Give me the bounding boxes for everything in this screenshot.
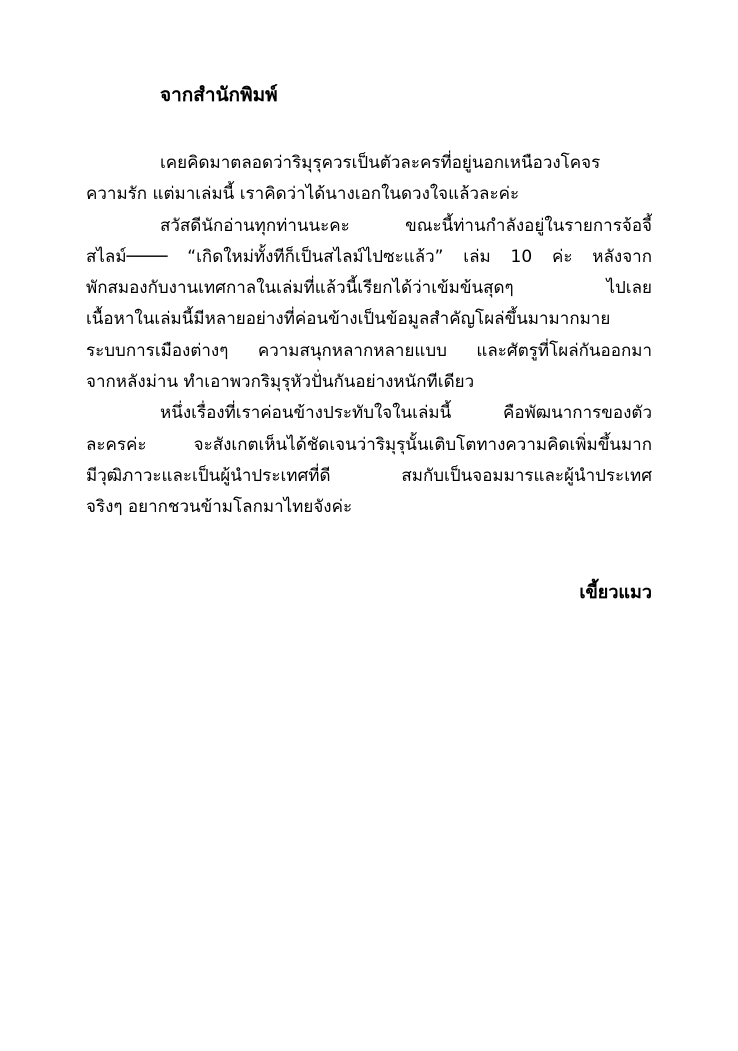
- page-title: จากสำนักพิมพ์: [160, 84, 278, 106]
- paragraph-line: เคยคิดมาตลอดว่าริมุรุควรเป็นตัวละครที่อยู่นอกเหนือวงโคจร: [160, 153, 601, 173]
- paragraph-line: เนื้อหาในเล่มนี้มีหลายอย่างที่ค่อนข้างเป็นข้อมูลสำคัญโผล่ขึ้นมามากมาย: [86, 309, 611, 330]
- paragraph-line: ความรัก แต่มาเล่มนี้ เราคิดว่าได้นางเอกในดวงใจแล้วละค่ะ: [86, 184, 520, 205]
- paragraph-line: พักสมองกับงานเทศกาลในเล่มที่แล้วนี้เรียกได้ว่าเข้มข้นสุดๆ ไปเลย: [86, 278, 652, 299]
- author-signature: เขี้ยวแมว: [579, 582, 652, 603]
- paragraph-line: มีวุฒิภาวะและเป็นผู้นำประเทศที่ดี สมกับเป็นจอมมารและผู้นำประเทศ: [86, 465, 652, 486]
- paragraph-line: ละครค่ะ จะสังเกตเห็นได้ชัดเจนว่าริมุรุนั้นเติบโตทางความคิดเพิ่มขึ้นมาก: [86, 434, 652, 455]
- paragraph-line: จริงๆ อยากชวนข้ามโลกมาไทยจังค่ะ: [86, 497, 353, 518]
- body-text: [86, 148, 652, 524]
- paragraph-line: จากหลังม่าน ทำเอาพวกริมุรุหัวปั่นกันอย่างหนักทีเดียว: [86, 372, 475, 393]
- paragraph-line: ระบบการเมืองต่างๆ ความสนุกหลากหลายแบบ และศัตรูที่โผล่กันออกมา: [86, 340, 652, 361]
- paragraph-line: สวัสดีนักอ่านทุกท่านนะคะ ขณะนี้ท่านกำลังอยู่ในรายการจ้อจี้: [160, 215, 652, 236]
- paragraph-line: หนึ่งเรื่องที่เราค่อนข้างประทับใจในเล่มนี้ คือพัฒนาการของตัว: [160, 403, 652, 424]
- paragraph-line: สไลม์──── “เกิดใหม่ทั้งทีก็เป็นสไลม์ไปซะแล้ว” เล่ม 10 ค่ะ หลังจาก: [86, 246, 652, 267]
